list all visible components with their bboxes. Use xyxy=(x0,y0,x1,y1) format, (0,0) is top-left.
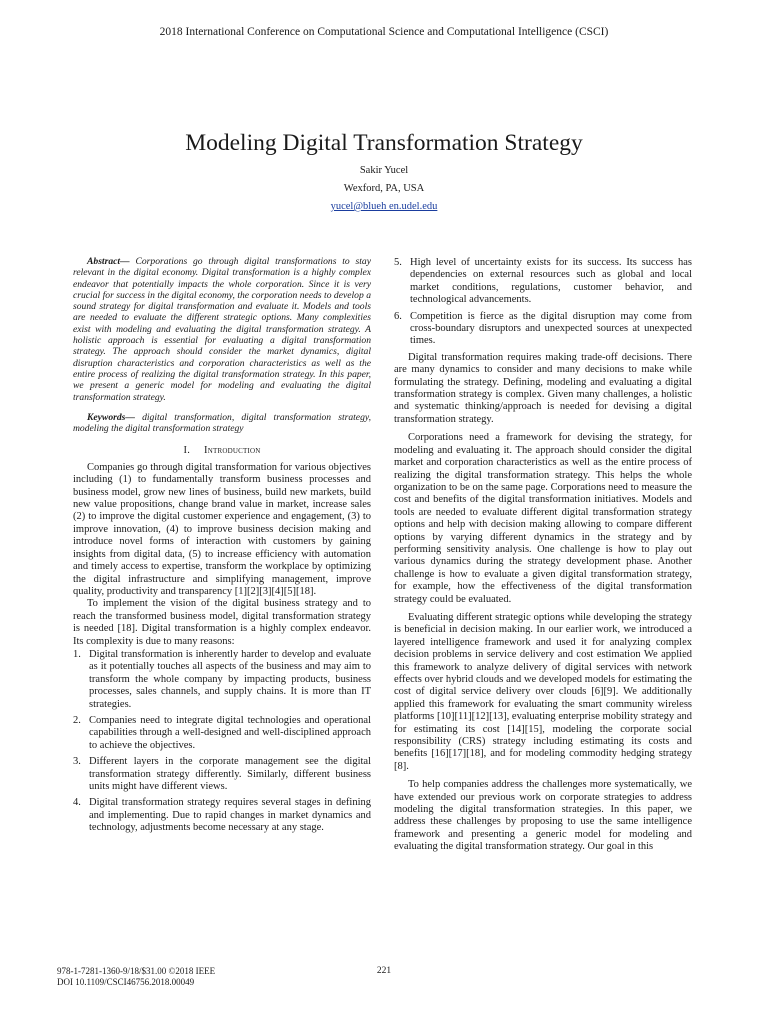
list-item-number: 5. xyxy=(394,257,402,268)
conference-header: 2018 International Conference on Computational Science and Computational Intelligence (CSCI) xyxy=(159,26,609,38)
keywords xyxy=(73,412,371,435)
section-heading-introduction xyxy=(73,445,371,457)
abstract xyxy=(73,256,371,403)
abstract-text: Corporations go through digital transformations to stay relevant in the digital economy. Digital transformation is a highly complex endeavor that potentially impacts the whole corporation. Since it is very crucial for success in the digital economy, the corporation needs to develop a sound strategy for digital transformation and evaluate it. Models and tools are needed to evaluate the different strategic options. Many complexities exist with modeling and evaluating the digital transformation strategy. A holistic approach is essential for evaluating a digital transformation strategy. The approach should consider the market dynamics, digital disruption characteristics and corporation characteristics as well as the entire process of realizing the digital transformation strategy. In this paper, we present a generic model for modeling and evaluating the digital transformation strategy. xyxy=(73,256,371,403)
body-paragraph-earlier-work: Evaluating different strategic options while developing the strategy is beneficial in decision making. In our earlier work, we introduced a layered intelligence framework and used it for analyzing complex decision problems in service delivery and cost estimation We applied this framework to analyze delivery of digital services with network effects over hybrid clouds and we developed models for estimating the cost of digital service delivery over clouds [6][9]. We additionally applied this framework for evaluating the smart community wireless platforms [10][11][12][13], evaluating enterprise mobility strategy and for estimating its cost [14][15], modeling the corporate social responsibility (CRS) strategy including estimating its costs and benefits [16][17][18], and for modeling commodity hedging strategy [8]. xyxy=(394,611,692,772)
list-item xyxy=(73,797,371,834)
paper-title: Modeling Digital Transformation Strategy xyxy=(185,130,583,156)
section-title: Introduction xyxy=(204,445,261,457)
email-link[interactable]: yucel@blueh en.udel.edu xyxy=(330,201,438,212)
list-item-text: Different layers in the corporate management see the digital transformation strategy differently. Similarly, different business units might have different views. xyxy=(89,756,371,793)
list-item-text: Companies need to integrate digital technologies and operational capabilities through a well-designed and well-disciplined approach to achieve the objectives. xyxy=(89,714,371,751)
footer-isbn: 978-1-7281-1360-9/18/$31.00 ©2018 IEEE xyxy=(57,966,216,976)
section-number: I. xyxy=(183,445,191,457)
list-item xyxy=(394,257,692,307)
left-column xyxy=(73,256,371,839)
list-item xyxy=(73,715,371,752)
list-item xyxy=(394,311,692,348)
intro-paragraph-2: To implement the vision of the digital business strategy and to reach the transformed business model, digital transformation strategy is needed [18]. Digital transformation is a highly complex endeavor. Its complexity is due to many reasons: xyxy=(73,598,371,647)
author-name: Sakir Yucel xyxy=(359,165,409,176)
page-number: 221 xyxy=(376,966,392,976)
list-item-number: 1. xyxy=(73,648,81,660)
abstract-label: Abstract— xyxy=(87,256,130,267)
list-item-number: 6. xyxy=(394,310,402,322)
body-paragraph-goal: To help companies address the challenges more systematically, we have extended our previous work on corporate strategies to address modeling the digital transformation strategies. In this paper, we address these challenges by proposing to use the same intelligence framework and presenting a generic model for modeling and evaluating the digital transformation strategy. Our goal in this xyxy=(394,779,692,853)
list-item-number: 2. xyxy=(73,714,81,726)
keywords-label: Keywords— xyxy=(87,411,135,423)
intro-paragraph-1: Companies go through digital transformation for various objectives including (1) to fundamentally transform business processes and business model, grow new lines of business, build new markets, build new value propositions, change brand value in market, increase sales (2) to improve the digital customer experience and engagement, (3) to improve innovation, (4) to improve business decision making and introduce novel forms of interaction with customers by gaining insights from digital data, (5) to increase efficiency with automation and timely access to expertise, transform the workplace by optimizing the digital infrastructure and simplifying management, improve quality, productivity and transparency [1][2][3][4][5][18]. xyxy=(73,461,371,597)
list-item xyxy=(73,649,371,711)
list-item-text: Competition is fierce as the digital disruption may come from cross-boundary disruptors and unexpected sources at unexpected times. xyxy=(410,310,692,347)
list-item-number: 4. xyxy=(73,797,81,809)
list-item-text: Digital transformation is inherently harder to develop and evaluate as it potentially touches all aspects of the business and may aim to transform the whole company by impacting products, business processes, sales channels, and supply chains. It is more than IT strategies. xyxy=(89,648,371,710)
author-affiliation: Wexford, PA, USA xyxy=(343,183,425,194)
right-column xyxy=(394,256,692,854)
list-item-text: Digital transformation strategy requires several stages in defining and implementing. Due to rapid changes in market dynamics and technology, adjustments become necessary at any stage. xyxy=(89,797,371,834)
list-item-number: 3. xyxy=(73,756,81,768)
body-paragraph-framework: Corporations need a framework for devising the strategy, for modeling and evaluating it. The approach should consider the digital market and corporation characteristics as well as the entire process of realizing the digital transformation strategy. This helps the whole organization to be on the same page. Corporations need to measure the cost and benefits of the digital transformation initiatives. Models and tools are needed to evaluate different digital transformation strategy options and help with decision making allowing to compare different options by varying different dynamics in the strategy and by performing sensitivity analysis. One challenge is how to play out various dynamics during the strategy development phase. Another challenge is how to evaluate a given digital transformation strategy, for example, how the effectiveness of the digital transformation strategy could be evaluated. xyxy=(394,432,692,605)
complexity-reasons-list xyxy=(73,649,371,835)
author-email xyxy=(0,201,768,212)
complexity-reasons-list-continued xyxy=(394,257,692,348)
keywords-text: digital transformation, digital transformation strategy, modeling the digital transformation strategy xyxy=(73,411,371,435)
list-item xyxy=(73,756,371,793)
footer-doi: DOI 10.1109/CSCI46756.2018.00049 xyxy=(57,977,195,987)
body-paragraph-tradeoffs: Digital transformation requires making trade-off decisions. There are many dynamics to consider and many decisions to make while formulating the strategy. Defining, modeling and evaluating a digital transformation strategy is complex. Given many challenges, a holistic and systematic thinking/approach is needed for devising a digital transformation strategy. xyxy=(394,351,692,425)
list-item-text: High level of uncertainty exists for its success. Its success has dependencies on external resources such as global and local market conditions, regulations, customer behavior, and technological advancements. xyxy=(410,257,692,306)
